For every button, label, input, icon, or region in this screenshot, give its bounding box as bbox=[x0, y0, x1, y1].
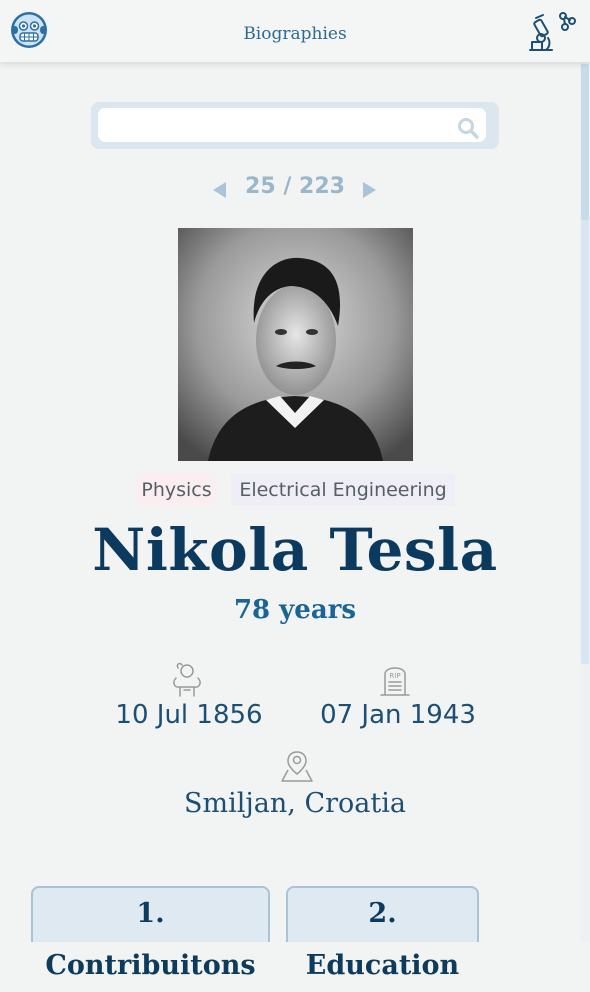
gravestone-rip-icon bbox=[377, 662, 413, 698]
portrait-photo bbox=[178, 228, 413, 461]
svg-text:RIP: RIP bbox=[389, 672, 401, 680]
search-icon[interactable] bbox=[457, 117, 479, 139]
death-date-day-month: 07 Jan bbox=[320, 700, 402, 730]
header-title: Biographies bbox=[243, 24, 347, 44]
death-year: 1943 bbox=[409, 700, 476, 730]
tag-electrical-engineering[interactable]: Electrical Engineering bbox=[231, 474, 455, 506]
contributions-section-button[interactable]: 1. Contribuitons bbox=[31, 886, 270, 942]
person-age: 78 years bbox=[233, 595, 357, 625]
birth-year: 1856 bbox=[196, 700, 263, 730]
death-date bbox=[288, 700, 508, 730]
search-input[interactable] bbox=[98, 108, 486, 142]
person-name: Nikola Tesla bbox=[92, 516, 498, 584]
scrollbar-thumb-top[interactable] bbox=[581, 64, 589, 220]
category-tags bbox=[0, 474, 590, 506]
top-app-bar bbox=[0, 0, 590, 62]
search-box bbox=[91, 102, 499, 149]
birth-date-day-month: 10 Jul bbox=[115, 700, 189, 730]
baby-birth-icon bbox=[168, 660, 206, 698]
previous-arrow-icon[interactable] bbox=[210, 180, 228, 200]
tag-physics[interactable]: Physics bbox=[136, 474, 217, 506]
birth-place: Smiljan, Croatia bbox=[184, 788, 406, 819]
map-pin-icon bbox=[279, 748, 315, 784]
birth-date bbox=[79, 700, 299, 730]
microscope-icon[interactable] bbox=[526, 8, 576, 54]
education-section-button[interactable]: 2. Education bbox=[286, 886, 479, 942]
next-arrow-icon[interactable] bbox=[361, 180, 379, 200]
pager-counter: 25 / 223 bbox=[245, 174, 345, 199]
